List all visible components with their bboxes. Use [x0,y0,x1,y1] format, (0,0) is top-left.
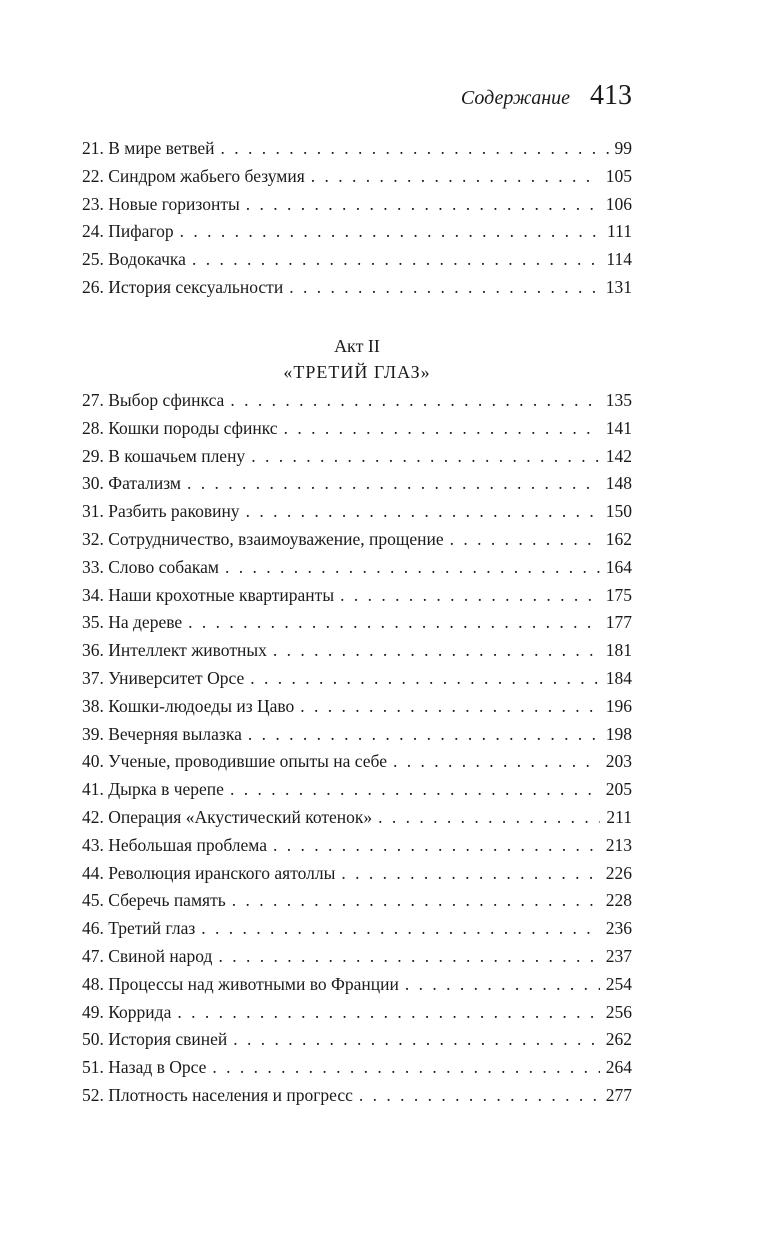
toc-entry-title: 52. Плотность населения и прогресс [82,1084,353,1105]
toc-entry [82,721,632,749]
toc-entry-title: 32. Сотрудничество, взаимоуважение, прощение [82,528,444,549]
dot-leader [212,1054,599,1082]
toc-entry-page: 196 [605,695,632,716]
act-title: «ТРЕТИЙ ГЛАЗ» [283,362,431,382]
toc-entry-page: 228 [605,890,632,911]
dot-leader [230,776,600,804]
toc-entry-page: 135 [605,390,632,410]
toc-entry [82,943,632,971]
toc-entry [82,274,632,302]
toc-entry-title: 28. Кошки породы сфинкс [82,417,278,438]
dot-leader [188,609,600,637]
toc-entry-title: 27. Выбор сфинкса [82,390,225,410]
toc-entry-title: 24. Пифагор [82,221,174,242]
toc-entry-page: 254 [605,973,632,994]
toc-entry-page: 150 [605,501,632,522]
toc-entry-page: 198 [605,723,632,744]
dot-leader [284,415,600,443]
toc-entry-title: 30. Фатализм [82,473,182,494]
toc-entry [82,748,632,776]
toc-entry-title: 36. Интеллект животных [82,640,267,661]
page-number: 413 [590,80,632,111]
toc-entry [82,776,632,804]
toc-entry [82,498,632,526]
toc-entry-title: 35. На дереве [82,612,183,633]
dot-leader [378,804,600,832]
toc-entry-title: 47. Свиной народ [82,945,213,966]
toc-entry [82,804,632,832]
dot-leader [201,915,600,943]
dot-leader [251,443,600,471]
dot-leader [300,693,599,721]
toc-entry-page: 277 [605,1084,632,1105]
toc-entry-page: 181 [605,640,632,661]
toc-entry [82,860,632,888]
section-title: Содержание [460,87,570,109]
toc-entry-title: 26. История сексуальности [82,276,284,297]
toc-entry-page: 256 [605,1001,632,1022]
toc-entry-title: 41. Дырка в черепе [82,779,224,800]
toc-entry-title: 40. Ученые, проводившие опыты на себе [82,751,387,772]
dot-leader [187,470,600,498]
dot-leader [289,274,600,302]
toc-entry-page: 114 [606,249,632,270]
toc-entry-title: 29. В кошачьем плену [82,445,246,466]
toc-entry-title: 42. Операция «Акустический котенок» [82,806,373,827]
toc-entry [82,526,632,554]
toc-entry [82,693,632,721]
dot-leader [273,832,600,860]
toc-entry [82,246,632,274]
act-label: Акт II [334,336,380,356]
dot-leader [359,1082,600,1110]
toc-entry [82,915,632,943]
toc-entry-title: 38. Кошки-людоеды из Цаво [82,695,295,716]
toc-entry [82,163,632,191]
toc-entry-page: 164 [605,556,632,577]
toc-entry-page: 177 [605,612,632,633]
toc-entry-page: 237 [605,945,632,966]
dot-leader [393,748,600,776]
toc-entry-page: 236 [605,918,632,939]
toc-entry [82,135,632,163]
toc-entry [82,1054,632,1082]
toc-entry [82,415,632,443]
toc-entry-title: 51. Назад в Орсе [82,1057,207,1078]
dot-leader [246,498,600,526]
toc-entry-page: 262 [605,1029,632,1050]
toc-entry [82,582,632,610]
toc-entry [82,609,632,637]
toc-entry-page: 142 [605,445,632,466]
toc-entry-page: 264 [605,1057,632,1078]
toc-entry-page: 131 [605,276,632,297]
toc-entry-page: 141 [605,417,632,438]
toc-entry [82,554,632,582]
toc-entry [82,832,632,860]
toc-entry-title: 39. Вечерняя вылазка [82,723,242,744]
toc-entry [82,218,632,246]
toc-entry-page: 162 [605,528,632,549]
dot-leader [246,191,600,219]
dot-leader [340,582,600,610]
toc-entry-page: 226 [605,862,632,883]
toc-entry-page: 175 [605,584,632,605]
toc-entry [82,387,632,415]
toc-entry [82,999,632,1027]
toc-entry-page: 184 [605,667,632,688]
toc-entry-title: 34. Наши крохотные квартиранты [82,584,335,605]
toc-entry-title: 37. Университет Орсе [82,667,245,688]
toc-entry-title: 21. В мире ветвей [82,138,215,158]
toc-entry-title: 49. Коррида [82,1001,172,1022]
dot-leader [248,721,600,749]
toc-entry-title: 43. Небольшая проблема [82,834,268,855]
toc-entry-page: 106 [605,193,632,214]
dot-leader [311,163,600,191]
toc-entry [82,665,632,693]
toc-entry-page: 213 [605,834,632,855]
dot-leader [273,637,600,665]
toc-entry [82,971,632,999]
toc-entry [82,887,632,915]
dot-leader [221,135,609,163]
dot-leader [180,218,601,246]
toc-entry-page: 203 [605,751,632,772]
dot-leader [341,860,599,888]
toc-entry-title: 31. Разбить раковину [82,501,240,522]
toc-entry [82,191,632,219]
running-head [82,80,632,120]
toc-entry-page: 105 [605,165,632,186]
dot-leader [225,554,600,582]
toc-entry-title: 46. Третий глаз [82,918,196,939]
toc-entry-title: 44. Революция иранского аятоллы [82,862,336,883]
dot-leader [230,387,599,415]
toc-entry-title: 50. История свиней [82,1029,228,1050]
dot-leader [192,246,600,274]
toc-entry [82,1026,632,1054]
toc-entry-title: 45. Сберечь память [82,890,226,911]
toc-entry-page: 148 [605,473,632,494]
toc-entry-title: 33. Слово собакам [82,556,219,577]
toc-entry-title: 25. Водокачка [82,249,186,270]
toc-entry [82,637,632,665]
toc-entry-page: 111 [607,221,632,242]
dot-leader [233,1026,599,1054]
toc-entry-page: 99 [614,138,632,158]
dot-leader [232,887,600,915]
toc-entry [82,470,632,498]
dot-leader [177,999,599,1027]
toc-list-part2 [82,387,632,1110]
toc-entry-title: 48. Процессы над животными во Франции [82,973,399,994]
toc-entry-title: 23. Новые горизонты [82,193,240,214]
toc-entry-page: 211 [606,806,632,827]
dot-leader [250,665,600,693]
dot-leader [218,943,599,971]
toc-entry-title: 22. Синдром жабьего безумия [82,165,305,186]
toc-list-part1 [82,135,632,302]
toc-entry [82,1082,632,1110]
toc-entry [82,443,632,471]
dot-leader [405,971,600,999]
dot-leader [450,526,600,554]
toc-entry-page: 205 [605,779,632,800]
